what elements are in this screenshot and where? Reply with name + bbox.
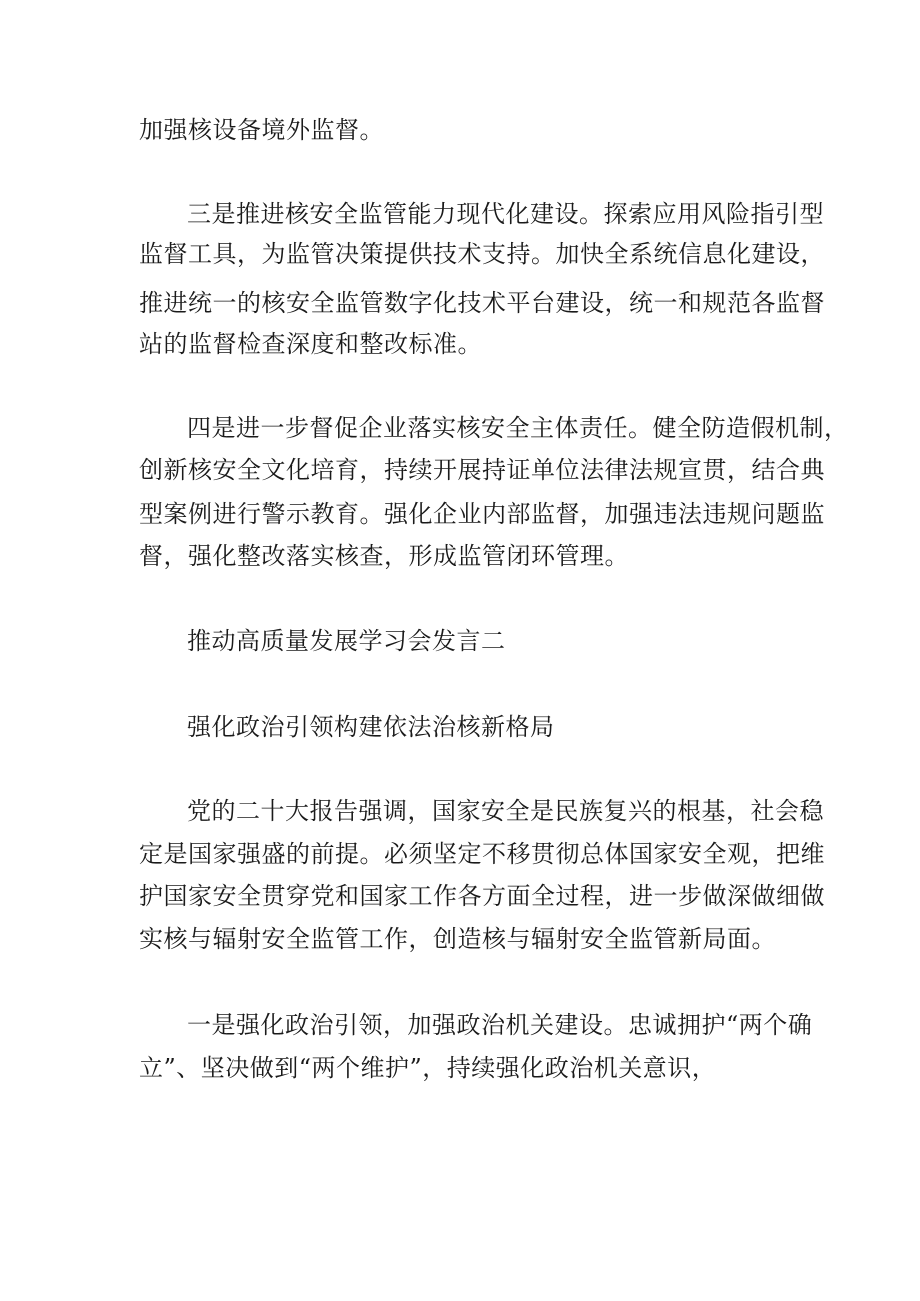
paragraph-line: 一是强化政治引领，加强政治机关建设。忠诚拥护“两个确 <box>187 1011 813 1039</box>
paragraph-line: 型案例进行警示教育。强化企业内部监督，加强违法违规问题监 <box>139 500 825 528</box>
section-subheading: 强化政治引领构建依法治核新格局 <box>187 713 555 741</box>
paragraph-line: 站的监督检查深度和整改标准。 <box>139 330 482 358</box>
paragraph-line: 督，强化整改落实核查，形成监管闭环管理。 <box>139 542 629 570</box>
paragraph-line: 创新核安全文化培育，持续开展持证单位法律法规宣贯，结合典 <box>139 456 825 484</box>
paragraph-line: 立”、坚决做到“两个维护”，持续强化政治机关意识， <box>139 1054 717 1082</box>
paragraph-line: 推进统一的核安全监管数字化技术平台建设，统一和规范各监督 <box>139 289 825 317</box>
paragraph-line: 加强核设备境外监督。 <box>139 116 384 144</box>
paragraph-line: 监督工具，为监管决策提供技术支持。加快全系统信息化建设， <box>139 240 825 268</box>
paragraph-line: 定是国家强盛的前提。必须坚定不移贯彻总体国家安全观，把维 <box>139 840 825 868</box>
paragraph-line: 护国家安全贯穿党和国家工作各方面全过程，进一步做深做细做 <box>139 882 825 910</box>
paragraph-line: 党的二十大报告强调，国家安全是民族复兴的根基，社会稳 <box>187 797 824 825</box>
section-heading: 推动高质量发展学习会发言二 <box>187 627 506 655</box>
paragraph-line: 三是推进核安全监管能力现代化建设。探索应用风险指引型 <box>187 200 824 228</box>
paragraph-line: 四是进一步督促企业落实核安全主体责任。健全防造假机制， <box>187 414 849 442</box>
paragraph-line: 实核与辐射安全监管工作，创造核与辐射安全监管新局面。 <box>139 925 776 953</box>
